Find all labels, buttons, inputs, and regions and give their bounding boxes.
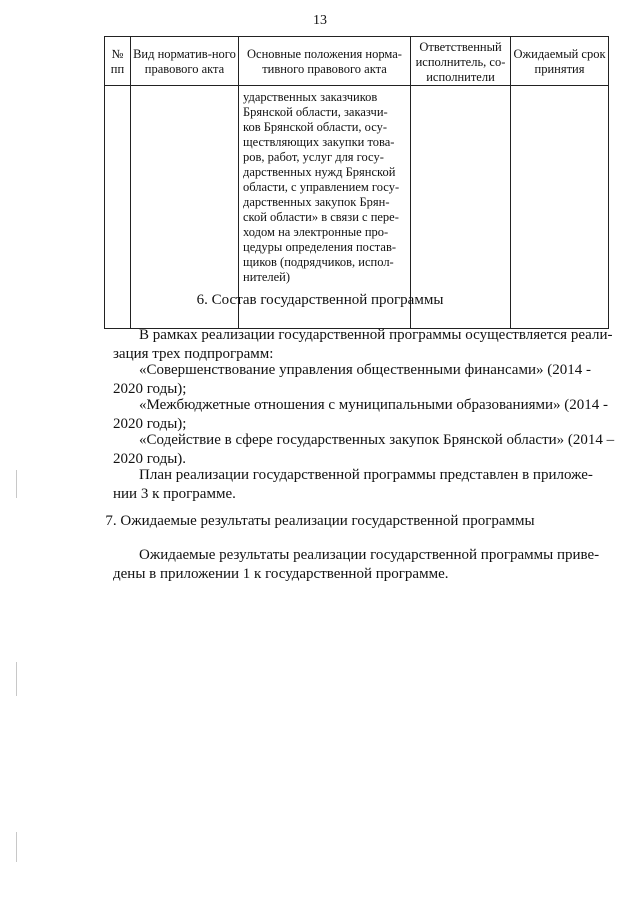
section-6-paragraph-3 [113,396,616,433]
paragraph-line: В рамках реализации государственной программы осуществляется реали- [139,327,613,343]
paragraph-line: «Содействие в сфере государственных закупок Брянской области» (2014 – [139,432,615,448]
section-7-heading: 7. Ожидаемые результаты реализации государственной программы [105,513,535,529]
provisions-line: дарственных нужд Брянской [243,165,396,179]
header-provisions: Основные положения норма-тивного правового акта [239,37,411,86]
section-6-paragraph-4 [113,431,616,468]
section-6-paragraph-1 [113,326,616,363]
paragraph-line: 2020 годы). [113,450,187,467]
paragraph-line: дены в приложении 1 к государственной программе. [113,565,449,582]
provisions-line: ударственных заказчиков [243,90,378,104]
paragraph-line: нии 3 к программе. [113,485,236,502]
header-number: № пп [105,37,131,86]
paragraph-line: «Совершенствование управления общественными финансами» (2014 - [139,362,591,378]
provisions-line: щиков (подрядчиков, испол- [243,255,394,269]
paragraph-line: 2020 годы); [113,415,187,432]
header-act-type: Вид норматив-ного правового акта [131,37,239,86]
scan-artifact [16,470,17,498]
provisions-line: ходом на электронные про- [243,225,389,239]
scan-artifact [16,832,17,862]
normative-acts-table [104,36,609,329]
section-6-paragraph-5 [113,466,616,503]
section-6-heading: 6. Состав государственной программы [196,292,444,308]
provisions-line: нителей) [243,270,291,284]
provisions-line: дарственных закупок Брян- [243,195,390,209]
header-executor: Ответственный исполнитель, со-исполнители [411,37,511,86]
paragraph-line: 2020 годы); [113,380,187,397]
provisions-line: ров, работ, услуг для госу- [243,150,384,164]
scan-artifact [16,662,17,696]
section-7-paragraph-1 [113,546,616,583]
header-term: Ожидаемый срок принятия [511,37,609,86]
provisions-line: ков Брянской области, осу- [243,120,388,134]
provisions-line: ской области» в связи с пере- [243,210,399,224]
section-6-paragraph-2 [113,361,616,398]
paragraph-line: План реализации государственной программы представлен в приложе- [139,467,593,483]
provisions-line: ществляющих закупки това- [243,135,395,149]
provisions-line: цедуры определения постав- [243,240,397,254]
provisions-line: Брянской области, заказчи- [243,105,388,119]
page-number: 13 [313,13,327,28]
table-header-row [105,37,609,86]
paragraph-line: «Межбюджетные отношения с муниципальными образованиями» (2014 - [139,397,609,413]
provisions-line: области, с управлением госу- [243,180,400,194]
paragraph-line: Ожидаемые результаты реализации государственной программы приве- [139,547,600,563]
paragraph-line: зация трех подпрограмм: [113,345,274,362]
